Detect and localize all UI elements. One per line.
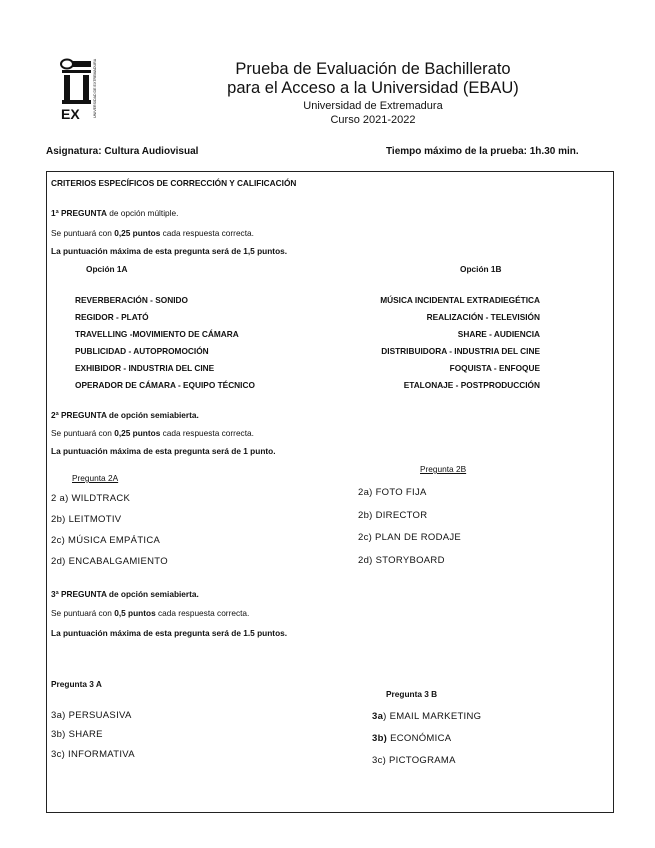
university-logo xyxy=(58,56,100,122)
q2-scoring-pre: Se puntuará con xyxy=(51,428,115,438)
q3-b-answer-label: 3a xyxy=(372,711,384,722)
q3-b-answer-text: 3c) PICTOGRAMA xyxy=(372,755,456,766)
q1-scoring-points: 0,25 puntos xyxy=(114,228,161,238)
q2-a-answer: 2c) MÚSICA EMPÁTICA xyxy=(51,535,161,546)
q2-a-title: Pregunta 2A xyxy=(72,473,119,483)
q2-a-answer: 2d) ENCABALGAMIENTO xyxy=(51,556,168,567)
q1-a-item: PUBLICIDAD - AUTOPROMOCIÓN xyxy=(75,346,209,356)
q1-option-a-title: Opción 1A xyxy=(86,264,128,274)
page-title-line2: para el Acceso a la Universidad (EBAU) xyxy=(227,79,519,97)
q1-b-item: SHARE - AUDIENCIA xyxy=(457,329,540,339)
q3-a-answer: 3c) INFORMATIVA xyxy=(51,749,135,760)
q2-b-answer: 2b) DIRECTOR xyxy=(358,510,428,521)
q1-b-item: DISTRIBUIDORA - INDUSTRIA DEL CINE xyxy=(381,346,540,356)
q3-b-answer-text: ) EMAIL MARKETING xyxy=(383,711,482,722)
q1-heading-rest: de opción múltiple. xyxy=(106,208,179,218)
q3-scoring-pre: Se puntuará con xyxy=(51,608,115,618)
q3-b-title: Pregunta 3 B xyxy=(386,689,438,699)
q2-a-answer: 2b) LEITMOTIV xyxy=(51,514,122,525)
q1-b-item: ETALONAJE - POSTPRODUCCIÓN xyxy=(403,380,540,390)
q3-a-title: Pregunta 3 A xyxy=(51,679,102,689)
q3-b-answer-text: ECONÓMICA xyxy=(387,733,452,744)
q1-a-item: REVERBERACIÓN - SONIDO xyxy=(75,295,188,305)
q2-scoring-post: cada respuesta correcta. xyxy=(160,428,254,438)
q1-scoring-post: cada respuesta correcta. xyxy=(160,228,254,238)
course-year: Curso 2021-2022 xyxy=(330,114,416,126)
q1-a-item: OPERADOR DE CÁMARA - EQUIPO TÉCNICO xyxy=(75,380,255,390)
q3-a-answer: 3b) SHARE xyxy=(51,729,103,740)
q1-max-score: La puntuación máxima de esta pregunta será de 1,5 puntos. xyxy=(51,246,288,256)
q2-a-answer: 2 a) WILDTRACK xyxy=(51,493,131,504)
q3-heading: 3ª PREGUNTA de opción semiabierta. xyxy=(51,589,199,599)
q1-b-item: MÚSICA INCIDENTAL EXTRADIEGÉTICA xyxy=(380,295,540,305)
q2-scoring xyxy=(51,428,254,438)
q1-heading xyxy=(51,208,178,218)
q1-option-b-title: Opción 1B xyxy=(460,264,502,274)
logo-text: EX xyxy=(61,106,80,122)
q3-scoring-post: cada respuesta correcta. xyxy=(155,608,250,618)
q1-scoring xyxy=(51,228,254,238)
q3-max-score: La puntuación máxima de esta pregunta será de 1.5 puntos. xyxy=(51,628,288,638)
q2-b-answer: 2c) PLAN DE RODAJE xyxy=(358,532,462,543)
page-title-line1: Prueba de Evaluación de Bachillerato xyxy=(235,60,511,78)
logo-side-text: UNIVERSIDAD DE EXTREMADURA xyxy=(93,58,97,118)
q3-b-answer xyxy=(372,755,456,766)
q3-scoring xyxy=(51,608,249,618)
criteria-title: CRITERIOS ESPECÍFICOS DE CORRECCIÓN Y CALIFICACIÓN xyxy=(51,178,297,188)
time-limit-label: Tiempo máximo de la prueba: 1h.30 min. xyxy=(386,146,579,157)
q3-b-answer xyxy=(372,733,451,744)
q3-a-answer: 3a) PERSUASIVA xyxy=(51,710,132,721)
q2-b-answer: 2a) FOTO FIJA xyxy=(358,487,427,498)
q1-a-item: EXHIBIDOR - INDUSTRIA DEL CINE xyxy=(75,363,215,373)
q3-b-answer xyxy=(372,711,481,722)
subject-label: Asignatura: Cultura Audiovisual xyxy=(46,146,199,157)
institution-name: Universidad de Extremadura xyxy=(303,100,443,112)
q2-b-title: Pregunta 2B xyxy=(420,464,467,474)
q2-heading: 2ª PREGUNTA de opción semiabierta. xyxy=(51,410,199,420)
q2-scoring-points: 0,25 puntos xyxy=(114,428,161,438)
q1-scoring-pre: Se puntuará con xyxy=(51,228,115,238)
q1-b-item: FOQUISTA - ENFOQUE xyxy=(449,363,540,373)
q1-b-item: REALIZACIÓN - TELEVISIÓN xyxy=(426,312,540,322)
q3-scoring-points: 0,5 puntos xyxy=(114,608,156,618)
q2-max-score: La puntuación máxima de esta pregunta será de 1 punto. xyxy=(51,446,276,456)
q3-b-answer-label: 3b) xyxy=(372,733,388,744)
q1-a-item: REGIDOR - PLATÓ xyxy=(75,312,149,322)
q1-heading-bold: 1ª PREGUNTA xyxy=(51,208,107,218)
q1-a-item: TRAVELLING -MOVIMIENTO DE CÁMARA xyxy=(75,329,239,339)
q2-b-answer: 2d) STORYBOARD xyxy=(358,555,445,566)
